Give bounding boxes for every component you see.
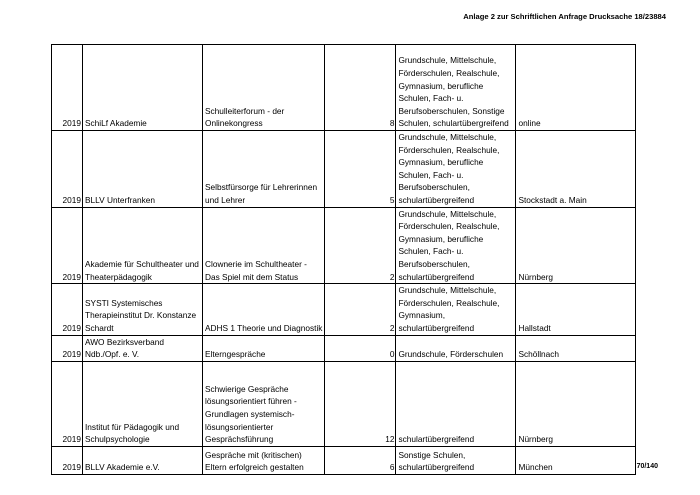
cell-text-line: Förderschulen, Realschule, [398,221,500,232]
location-cell: München [516,446,636,474]
year-cell: 2019 [52,131,83,208]
cell-text-line: lösungsorientierter [205,421,274,432]
provider-cell [83,361,203,446]
cell-text-line: schulartübergreifend [398,322,475,333]
cell-text-line: Selbstfürsorge für Lehrerinnen [205,182,318,193]
cell-text-line: BLLV Unterfranken [85,194,155,205]
cell-text-line: Förderschulen, Realschule, [398,297,500,308]
table-row [52,361,636,446]
participant-count-cell: 0 [325,335,396,361]
page-number: 70/140 [636,463,658,470]
cell-text-line: Das Spiel mit dem Status [205,271,299,282]
cell-text-line: und Lehrer [205,194,246,205]
year-cell: 2019 [52,284,83,335]
cell-text-line: schulartübergreifend [398,271,475,282]
cell-text-line: Gymnasium, [398,310,446,321]
cell-text-line: Schulen, Fach- u. [398,93,464,104]
cell-text-line: Grundlagen systemisch- [205,408,295,419]
table-row [52,131,636,208]
cell-text-line: Elterngespräche [205,349,266,360]
cell-text-line: Schulen, Fach- u. [398,169,464,180]
cell-text-line: Berufsoberschulen, Sonstige [398,105,505,116]
cell-text-line: Theaterpädagogik [85,271,152,282]
course-title-cell [203,45,325,131]
cell-text-line: Gymnasium, berufliche [398,80,484,91]
cell-text-line: schulartübergreifend [398,434,475,445]
participant-count-cell: 12 [325,361,396,446]
cell-text-line: AWO Bezirksverband [85,336,164,347]
cell-text-line: Grundschule, Mittelschule, [398,55,497,66]
cell-text-line: Onlinekongress [205,118,263,129]
cell-text-line: Grundschule, Förderschulen [398,349,504,360]
table-row [52,335,636,361]
course-title-cell [203,131,325,208]
course-title-cell [203,284,325,335]
course-title-cell [203,207,325,284]
provider-cell [83,446,203,474]
cell-text-line: Therapieinstitut Dr. Konstanze [85,310,197,321]
year-cell: 2019 [52,45,83,131]
table-row [52,45,636,131]
cell-text-line: Gymnasium, berufliche [398,233,484,244]
table-row [52,284,636,335]
cell-text-line: Grundschule, Mittelschule, [398,285,497,296]
cell-text-line: Clownerie im Schultheater - [205,258,307,269]
cell-text-line: Berufsoberschulen, [398,182,470,193]
cell-text-line: Schwierige Gespräche [205,383,289,394]
cell-text-line: Gespräche mit (kritischen) [205,449,302,460]
cell-text-line: Schulen, Fach- u. [398,246,464,257]
participant-count-cell: 2 [325,207,396,284]
course-table [51,44,636,475]
location-cell: Schöllnach [516,335,636,361]
provider-cell [83,45,203,131]
participant-count-cell: 8 [325,45,396,131]
cell-text-line: SchiLf Akademie [85,118,147,129]
cell-text-line: schulartübergreifend [398,194,475,205]
cell-text-line: BLLV Akademie e.V. [85,462,160,473]
provider-cell [83,335,203,361]
cell-text-line: Grundschule, Mittelschule, [398,132,497,142]
table-row [52,446,636,474]
document-header: Anlage 2 zur Schriftlichen Anfrage Drucksache 18/23884 [463,12,666,21]
table-row [52,207,636,284]
location-cell: Hallstadt [516,284,636,335]
school-types-cell [396,361,516,446]
school-types-cell [396,45,516,131]
location-cell: Stockstadt a. Main [516,131,636,208]
cell-text-line: Förderschulen, Realschule, [398,68,500,79]
cell-text-line: Schardt [85,322,114,333]
cell-text-line: Berufsoberschulen, [398,258,470,269]
cell-text-line: Förderschulen, Realschule, [398,144,500,155]
year-cell: 2019 [52,335,83,361]
school-types-cell [396,207,516,284]
course-title-cell [203,361,325,446]
provider-cell [83,131,203,208]
provider-cell [83,284,203,335]
cell-text-line: Eltern erfolgreich gestalten [205,462,304,473]
cell-text-line: Sonstige Schulen, [398,449,466,460]
cell-text-line: Gesprächsführung [205,434,274,445]
location-cell: Nürnberg [516,361,636,446]
cell-text-line: Schulen, schulartübergreifend [398,118,509,129]
participant-count-cell: 5 [325,131,396,208]
school-types-cell [396,335,516,361]
course-title-cell [203,446,325,474]
cell-text-line: Schulleiterforum - der [205,105,285,116]
participant-count-cell: 2 [325,284,396,335]
location-cell: online [516,45,636,131]
table-body [52,45,636,475]
cell-text-line: Schulpsychologie [85,434,150,445]
participant-count-cell: 6 [325,446,396,474]
course-title-cell [203,335,325,361]
cell-text-line: Institut für Pädagogik und [85,421,180,432]
year-cell: 2019 [52,361,83,446]
cell-text-line: Akademie für Schultheater und [85,258,199,269]
cell-text-line: Grundschule, Mittelschule, [398,208,497,219]
year-cell: 2019 [52,446,83,474]
school-types-cell [396,131,516,208]
cell-text-line: lösungsorientiert führen - [205,396,297,407]
cell-text-line: ADHS 1 Theorie und Diagnostik [205,322,323,333]
school-types-cell [396,446,516,474]
school-types-cell [396,284,516,335]
year-cell: 2019 [52,207,83,284]
cell-text-line: SYSTI Systemisches [85,297,163,308]
cell-text-line: schulartübergreifend [398,462,475,473]
provider-cell [83,207,203,284]
cell-text-line: Ndb./Opf. e. V. [85,349,140,360]
location-cell: Nürnberg [516,207,636,284]
cell-text-line: Gymnasium, berufliche [398,157,484,168]
